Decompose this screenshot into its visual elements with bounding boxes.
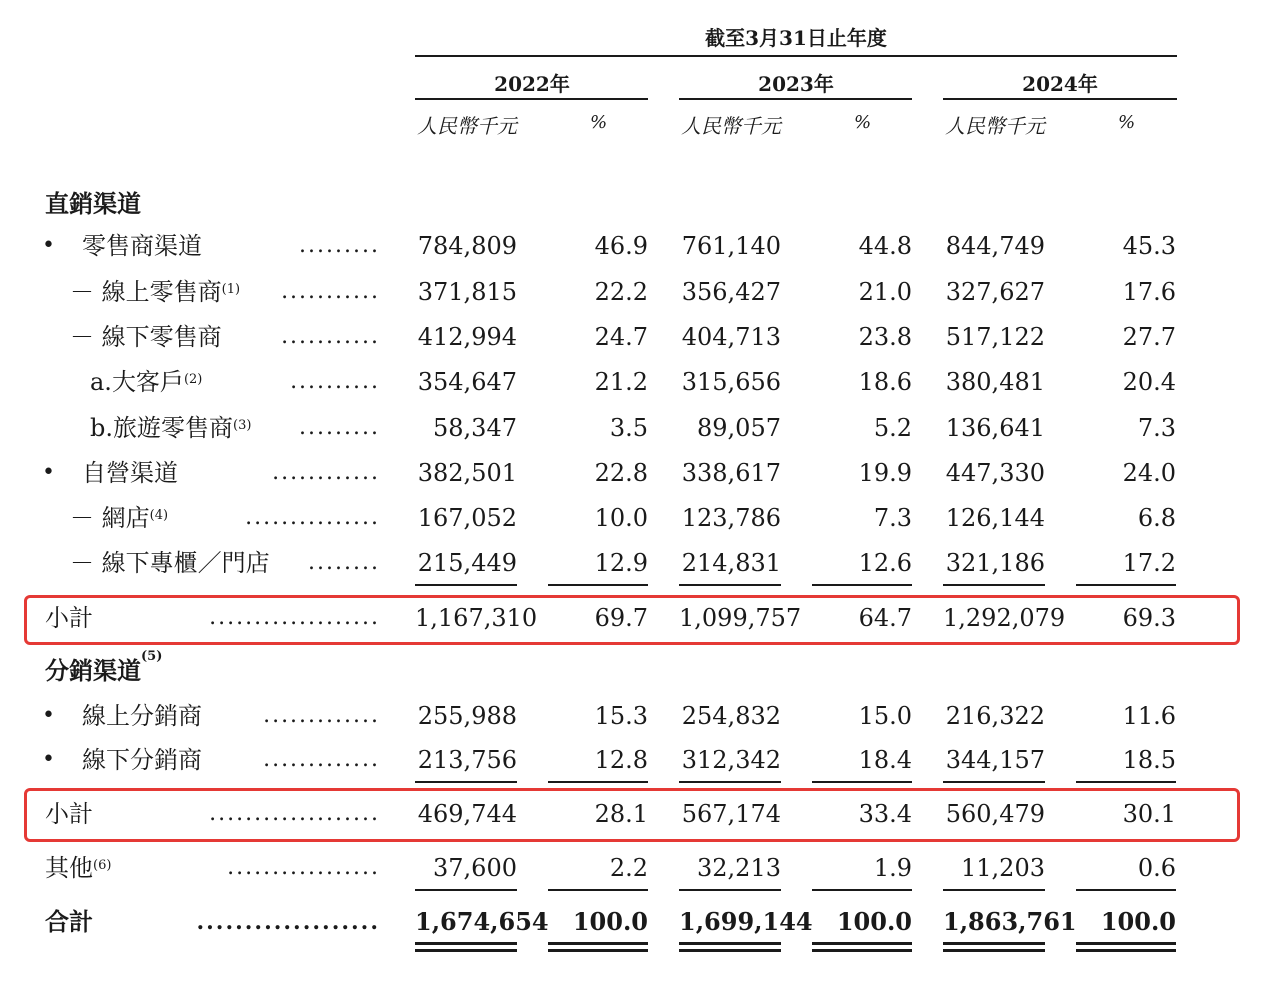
row-label: － 線下零售商 (70, 323, 222, 351)
cell-2023-amount: 567,174 (681, 800, 781, 828)
cell-2022-amount: 167,052 (417, 504, 517, 532)
cell-2022-amount: 371,815 (417, 278, 517, 306)
cell-2023-pct: 18.6 (858, 368, 912, 396)
row-label: 小計 (45, 800, 93, 828)
cell-2024-amount: 136,641 (945, 414, 1045, 442)
cell-2022-pct: 28.1 (594, 800, 648, 828)
cell-2024-amount: 126,144 (945, 504, 1045, 532)
cell-2024-pct: 100.0 (1100, 907, 1176, 936)
section-direct-title: 直銷渠道 (45, 189, 141, 218)
cell-2024-amount: 1,292,079 (943, 604, 1066, 632)
year-2023-header: 2023年 (758, 72, 834, 96)
bullet-icon: • (42, 233, 55, 258)
unit-label-2024: 人民幣千元 (945, 114, 1045, 138)
cell-2023-pct: 44.8 (858, 232, 912, 260)
year-2024-rule (943, 98, 1177, 100)
row-label: 自營渠道 (82, 459, 178, 487)
cell-2022-amount: 1,167,310 (415, 604, 538, 632)
cell-2023-pct: 12.6 (858, 549, 912, 577)
cell-2022-amount: 1,674,654 (415, 907, 549, 936)
row-label: － 線下專櫃／門店 (70, 549, 270, 577)
table-row (0, 741, 1264, 779)
row-label: 零售商渠道 (82, 232, 202, 260)
table-row (0, 227, 1264, 265)
table-row (0, 454, 1264, 492)
pct-label-2022: % (590, 112, 608, 133)
cell-2023-pct: 33.4 (858, 800, 912, 828)
column-rule (943, 889, 1045, 891)
row-label: 線上分銷商 (82, 702, 202, 730)
cell-2022-pct: 10.0 (594, 504, 648, 532)
cell-2023-amount: 32,213 (697, 854, 781, 882)
cell-2023-pct: 15.0 (858, 702, 912, 730)
double-rule (812, 942, 912, 952)
leader-dots: ........... (281, 324, 380, 349)
cell-2024-pct: 27.7 (1122, 323, 1176, 351)
leader-dots: ................... (209, 801, 380, 826)
leader-dots: ................. (227, 855, 380, 880)
leader-dots: ............. (263, 703, 380, 728)
subtotal-row-direct (0, 599, 1264, 637)
cell-2022-amount: 215,449 (417, 549, 517, 577)
year-2024-header: 2024年 (1022, 72, 1098, 96)
cell-2024-pct: 11.6 (1122, 702, 1176, 730)
column-rule (415, 889, 517, 891)
year-2022-rule (415, 98, 648, 100)
leader-dots: ............... (245, 505, 380, 530)
leader-dots: ........ (308, 550, 380, 575)
cell-2023-amount: 404,713 (681, 323, 781, 351)
cell-2022-pct: 15.3 (594, 702, 648, 730)
subtotal-row-distribution (0, 795, 1264, 833)
column-rule (415, 781, 517, 783)
row-label: － 網店$^{(4)}$ (70, 504, 169, 532)
cell-2024-pct: 0.6 (1137, 854, 1176, 882)
row-label: 線下分銷商 (82, 746, 202, 774)
cell-2022-amount: 58,347 (433, 414, 517, 442)
cell-2022-pct: 22.8 (594, 459, 648, 487)
row-label: 合計 (45, 907, 93, 936)
table-row (0, 499, 1264, 537)
cell-2024-pct: 17.6 (1122, 278, 1176, 306)
unit-label-2023: 人民幣千元 (681, 114, 781, 138)
row-label: 小計 (45, 604, 93, 632)
cell-2024-amount: 844,749 (945, 232, 1045, 260)
bullet-icon: • (42, 460, 55, 485)
column-rule (679, 781, 781, 783)
column-rule (1076, 584, 1176, 586)
cell-2023-amount: 123,786 (681, 504, 781, 532)
leader-dots: ........... (281, 279, 380, 304)
column-rule (943, 781, 1045, 783)
cell-2024-amount: 344,157 (945, 746, 1045, 774)
cell-2024-amount: 321,186 (945, 549, 1045, 577)
section-distribution-title: 分銷渠道$^{(5)}$ (45, 649, 163, 685)
cell-2024-amount: 447,330 (945, 459, 1045, 487)
column-rule (1076, 889, 1176, 891)
column-rule (548, 781, 648, 783)
double-rule (415, 942, 517, 952)
cell-2022-pct: 2.2 (609, 854, 648, 882)
pct-label-2024: % (1118, 112, 1136, 133)
bullet-icon: • (42, 703, 55, 728)
cell-2023-amount: 315,656 (681, 368, 781, 396)
column-rule (679, 584, 781, 586)
column-rule (812, 781, 912, 783)
cell-2022-amount: 784,809 (417, 232, 517, 260)
table-row (0, 363, 1264, 401)
cell-2023-amount: 89,057 (697, 414, 781, 442)
cell-2024-amount: 560,479 (945, 800, 1045, 828)
cell-2023-pct: 23.8 (858, 323, 912, 351)
column-rule (548, 584, 648, 586)
cell-2022-amount: 469,744 (417, 800, 517, 828)
double-rule (548, 942, 648, 952)
cell-2022-amount: 255,988 (417, 702, 517, 730)
leader-dots: ............. (263, 747, 380, 772)
cell-2022-pct: 100.0 (572, 907, 648, 936)
double-rule (1076, 942, 1176, 952)
cell-2023-pct: 64.7 (858, 604, 912, 632)
cell-2022-pct: 12.8 (594, 746, 648, 774)
table-row (0, 409, 1264, 447)
cell-2023-amount: 761,140 (681, 232, 781, 260)
unit-label-2022: 人民幣千元 (417, 114, 517, 138)
cell-2024-amount: 517,122 (945, 323, 1045, 351)
cell-2022-pct: 24.7 (594, 323, 648, 351)
cell-2024-amount: 216,322 (945, 702, 1045, 730)
cell-2022-pct: 69.7 (594, 604, 648, 632)
row-label: a.大客戶$^{(2)}$ (90, 368, 203, 396)
column-rule (548, 889, 648, 891)
cell-2024-pct: 7.3 (1137, 414, 1176, 442)
cell-2022-pct: 12.9 (594, 549, 648, 577)
cell-2023-amount: 312,342 (681, 746, 781, 774)
table-row (0, 273, 1264, 311)
total-row (0, 903, 1264, 941)
cell-2024-pct: 17.2 (1122, 549, 1176, 577)
cell-2023-pct: 18.4 (858, 746, 912, 774)
leader-dots: ......... (299, 233, 380, 258)
cell-2023-pct: 19.9 (858, 459, 912, 487)
cell-2023-amount: 338,617 (681, 459, 781, 487)
row-label: b.旅遊零售商$^{(3)}$ (90, 414, 252, 442)
column-rule (943, 584, 1045, 586)
year-2022-header: 2022年 (494, 72, 570, 96)
column-rule (812, 584, 912, 586)
pct-label-2023: % (854, 112, 872, 133)
cell-2022-pct: 22.2 (594, 278, 648, 306)
cell-2024-amount: 327,627 (945, 278, 1045, 306)
leader-dots: ................... (196, 909, 380, 935)
cell-2022-amount: 354,647 (417, 368, 517, 396)
leader-dots: .......... (290, 369, 380, 394)
cell-2022-pct: 46.9 (594, 232, 648, 260)
column-rule (1076, 781, 1176, 783)
double-rule (943, 942, 1045, 952)
column-rule (679, 889, 781, 891)
cell-2024-pct: 24.0 (1122, 459, 1176, 487)
cell-2024-amount: 1,863,761 (943, 907, 1077, 936)
cell-2023-amount: 356,427 (681, 278, 781, 306)
table-row-others (0, 849, 1264, 887)
cell-2022-amount: 213,756 (417, 746, 517, 774)
cell-2022-pct: 21.2 (594, 368, 648, 396)
table-row (0, 318, 1264, 356)
year-2023-rule (679, 98, 912, 100)
bullet-icon: • (42, 747, 55, 772)
cell-2023-pct: 100.0 (836, 907, 912, 936)
cell-2024-amount: 11,203 (961, 854, 1045, 882)
cell-2024-amount: 380,481 (945, 368, 1045, 396)
cell-2023-amount: 254,832 (681, 702, 781, 730)
row-label: － 線上零售商$^{(1)}$ (70, 278, 241, 306)
column-rule (415, 584, 517, 586)
cell-2023-amount: 214,831 (681, 549, 781, 577)
leader-dots: ......... (299, 415, 380, 440)
cell-2024-pct: 69.3 (1122, 604, 1176, 632)
leader-dots: ................... (209, 605, 380, 630)
cell-2023-amount: 1,699,144 (679, 907, 813, 936)
cell-2023-pct: 1.9 (873, 854, 912, 882)
cell-2024-pct: 20.4 (1122, 368, 1176, 396)
table-row (0, 544, 1264, 582)
period-header: 截至3月31日止年度 (705, 26, 887, 50)
cell-2024-pct: 6.8 (1137, 504, 1176, 532)
cell-2023-pct: 7.3 (873, 504, 912, 532)
cell-2022-amount: 382,501 (417, 459, 517, 487)
cell-2023-pct: 21.0 (858, 278, 912, 306)
cell-2024-pct: 30.1 (1122, 800, 1176, 828)
leader-dots: ............ (272, 460, 380, 485)
table-row (0, 697, 1264, 735)
cell-2022-amount: 37,600 (433, 854, 517, 882)
cell-2023-amount: 1,099,757 (679, 604, 802, 632)
cell-2023-pct: 5.2 (873, 414, 912, 442)
cell-2022-amount: 412,994 (417, 323, 517, 351)
cell-2024-pct: 18.5 (1122, 746, 1176, 774)
cell-2022-pct: 3.5 (609, 414, 648, 442)
row-label: 其他$^{(6)}$ (45, 854, 112, 882)
column-rule (812, 889, 912, 891)
header-rule (415, 55, 1177, 57)
double-rule (679, 942, 781, 952)
cell-2024-pct: 45.3 (1122, 232, 1176, 260)
